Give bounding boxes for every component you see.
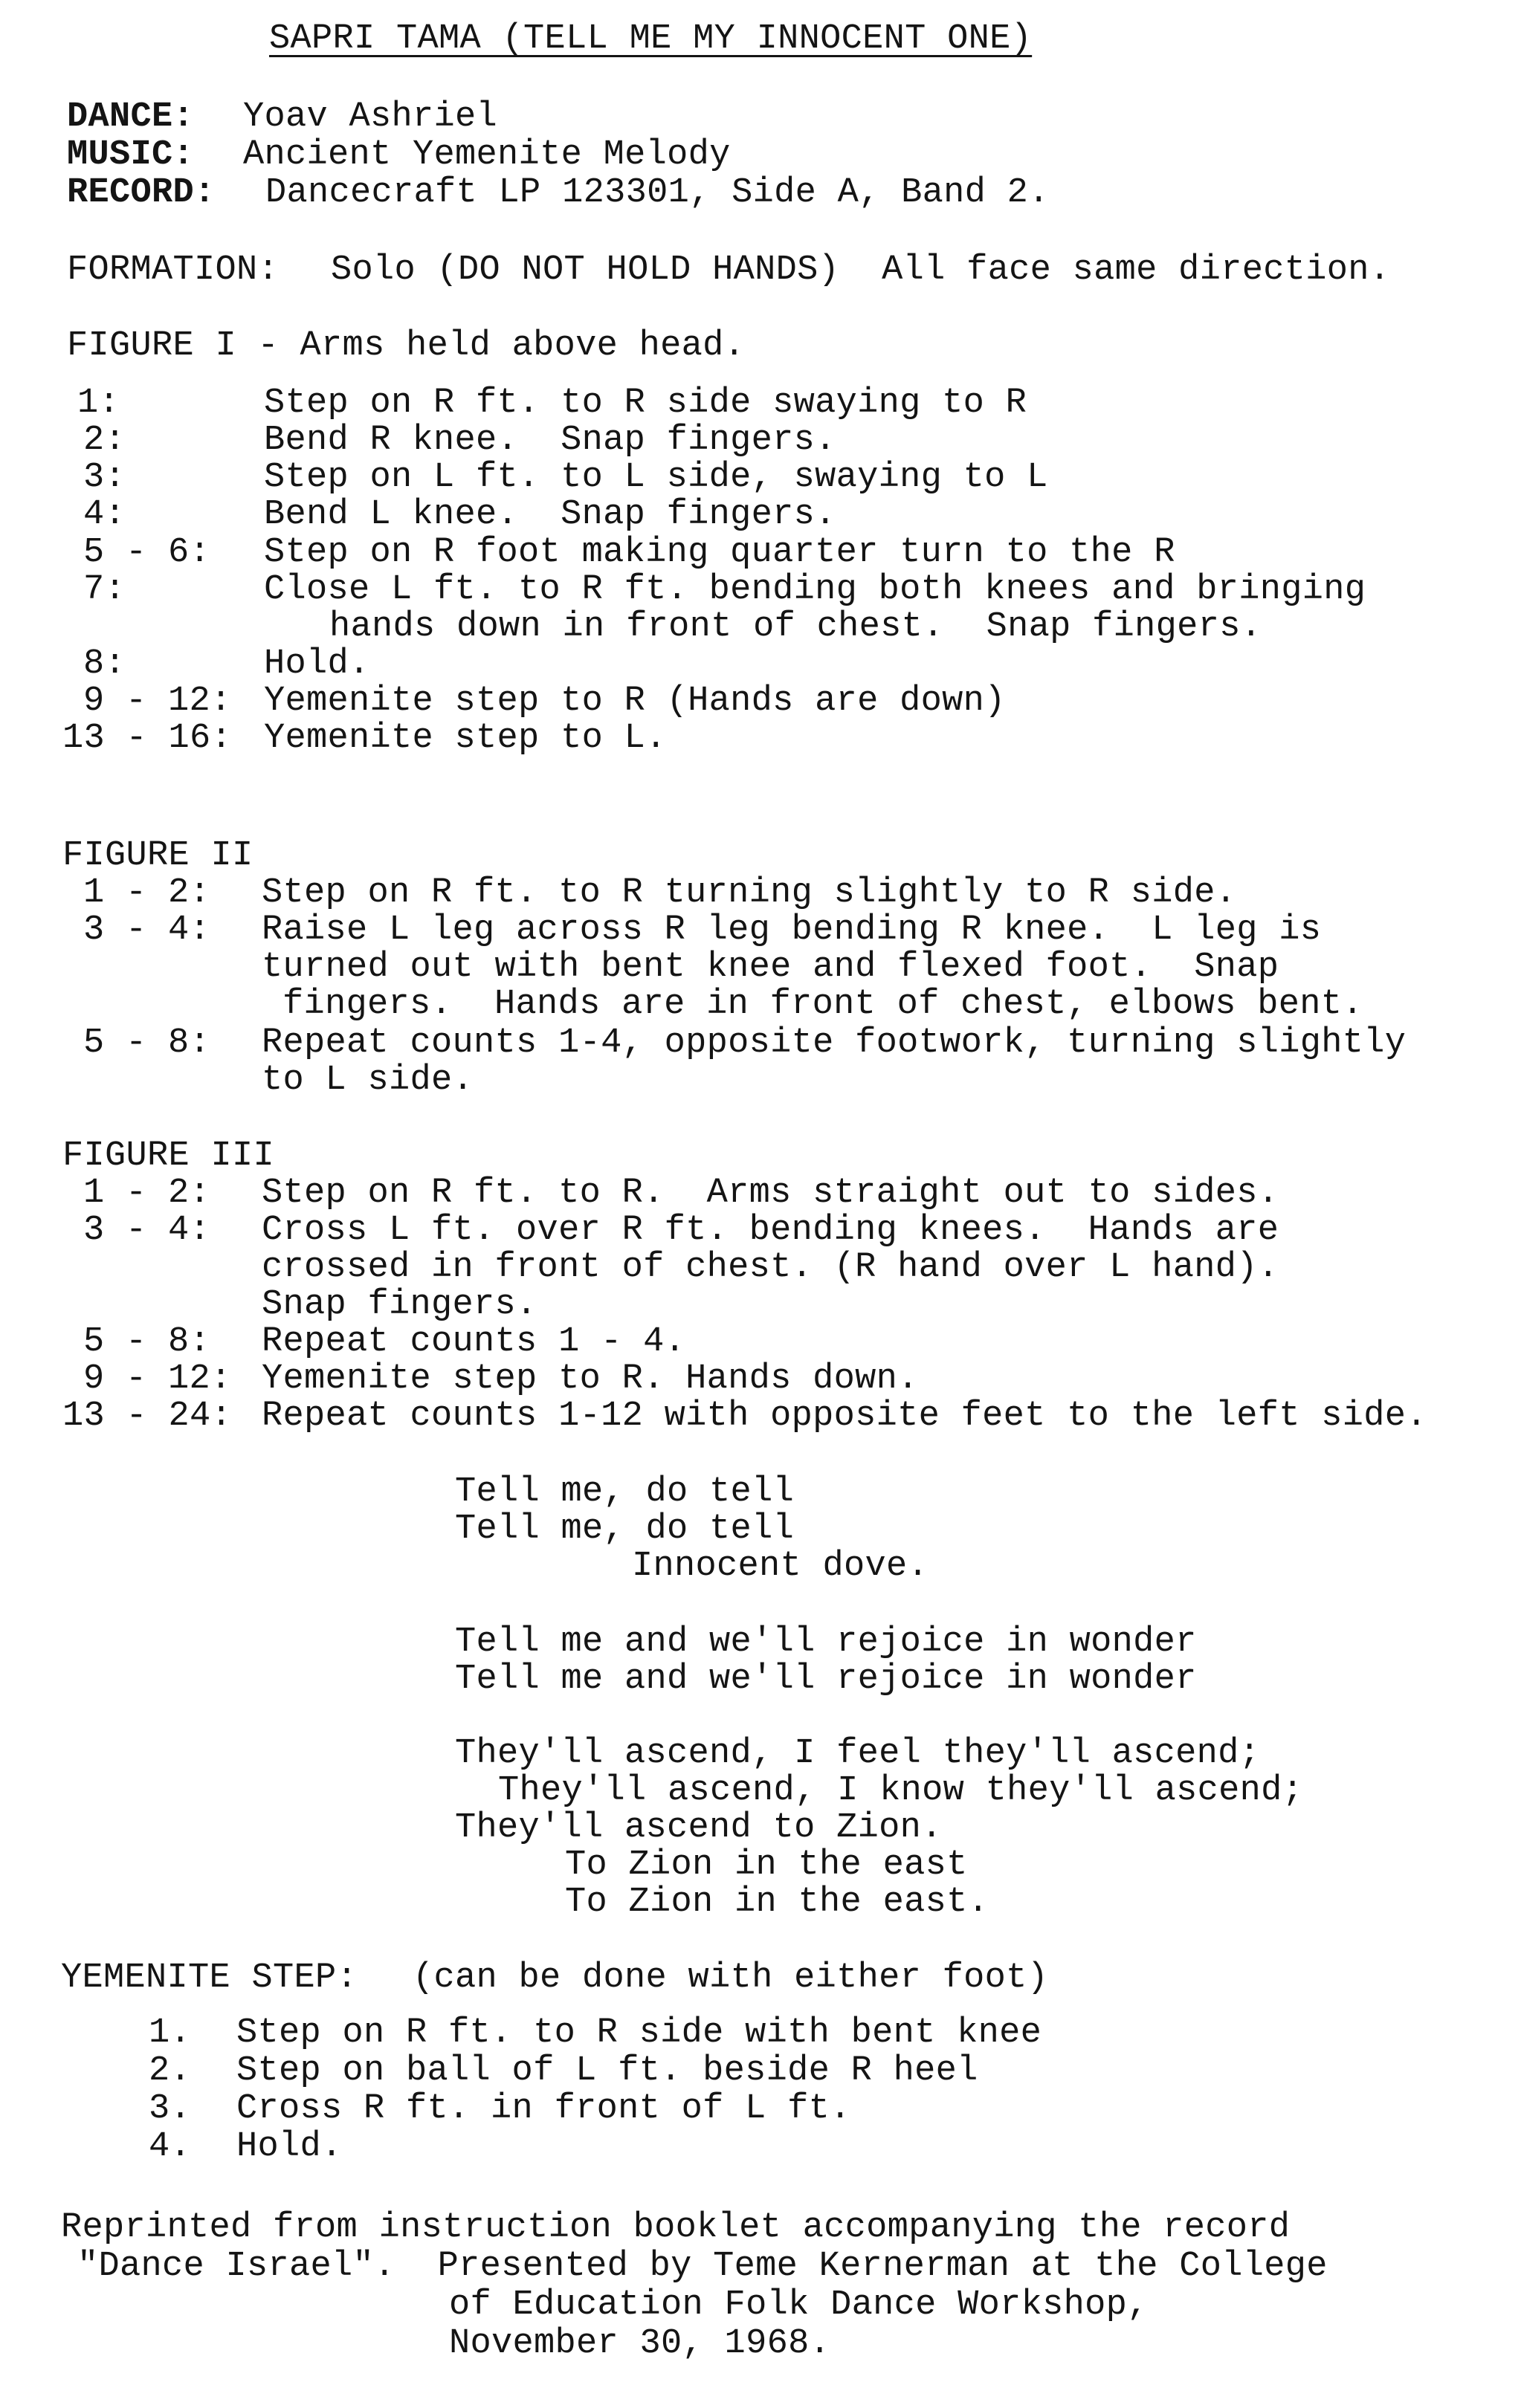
step-text: Repeat counts 1 - 4. bbox=[262, 1322, 686, 1362]
step-text: Step on L ft. to L side, swaying to L bbox=[264, 458, 1048, 497]
yemenite-step-text: Step on R ft. to R side with bent knee bbox=[236, 2013, 1042, 2053]
step-text: Repeat counts 1-4, opposite footwork, turning slightly bbox=[262, 1023, 1407, 1063]
credit-record-value: Dancecraft LP 123301, Side A, Band 2. bbox=[265, 173, 1050, 213]
figure-2-heading: FIGURE II bbox=[62, 836, 254, 876]
step-count: 5 - 8: bbox=[83, 1322, 211, 1362]
page-title: SAPRI TAMA (TELL ME MY INNOCENT ONE) bbox=[269, 19, 1033, 59]
lyric-line: They'll ascend, I know they'll ascend; bbox=[498, 1771, 1304, 1810]
step-text: to L side. bbox=[262, 1061, 474, 1100]
credit-record-label: RECORD: bbox=[67, 173, 216, 213]
step-count: 13 - 16: bbox=[62, 719, 233, 758]
formation-value: Solo (DO NOT HOLD HANDS) All face same direction. bbox=[331, 250, 1391, 290]
step-count: 1 - 2: bbox=[83, 1174, 211, 1213]
step-count: 4: bbox=[83, 495, 126, 534]
step-text: hands down in front of chest. Snap fingers. bbox=[329, 607, 1262, 647]
footer-line: Reprinted from instruction booklet accompanying the record bbox=[61, 2208, 1291, 2247]
step-text: Hold. bbox=[264, 644, 370, 684]
lyric-line: To Zion in the east bbox=[565, 1845, 968, 1885]
step-count: 3: bbox=[83, 458, 126, 497]
yemenite-step-text: Cross R ft. in front of L ft. bbox=[236, 2089, 851, 2129]
yemenite-step-text: Hold. bbox=[236, 2127, 343, 2166]
step-text: fingers. Hands are in front of chest, elbows bent. bbox=[282, 985, 1363, 1024]
step-count: 3 - 4: bbox=[83, 910, 211, 950]
step-count: 9 - 12: bbox=[83, 682, 232, 721]
step-text: Yemenite step to R (Hands are down) bbox=[264, 682, 1006, 721]
step-text: Cross L ft. over R ft. bending knees. Hands are bbox=[262, 1211, 1279, 1250]
lyric-line: Tell me, do tell bbox=[455, 1472, 795, 1512]
credit-dance-label: DANCE: bbox=[67, 97, 195, 137]
yemenite-step-num: 3. bbox=[149, 2089, 192, 2129]
step-text: Step on R foot making quarter turn to the R bbox=[264, 533, 1175, 572]
step-text: Close L ft. to R ft. bending both knees and bringing bbox=[264, 570, 1366, 609]
credit-music-label: MUSIC: bbox=[67, 135, 195, 175]
step-text: Repeat counts 1-12 with opposite feet to the left side. bbox=[262, 1396, 1427, 1436]
yemenite-step-heading: YEMENITE STEP: bbox=[61, 1958, 358, 1998]
formation-label: FORMATION: bbox=[67, 250, 280, 290]
step-text: Step on R ft. to R side swaying to R bbox=[264, 383, 1027, 423]
step-count: 1 - 2: bbox=[83, 873, 211, 913]
step-text: Bend L knee. Snap fingers. bbox=[264, 495, 836, 534]
step-count: 7: bbox=[83, 570, 126, 609]
step-count: 5 - 8: bbox=[83, 1023, 211, 1063]
step-count: 1: bbox=[77, 383, 120, 423]
lyric-line: Tell me, do tell bbox=[455, 1509, 795, 1549]
step-text: Snap fingers. bbox=[262, 1285, 537, 1324]
yemenite-step-note: (can be done with either foot) bbox=[413, 1958, 1049, 1998]
lyric-line: Tell me and we'll rejoice in wonder bbox=[455, 1660, 1197, 1699]
lyric-line: They'll ascend, I feel they'll ascend; bbox=[455, 1734, 1261, 1773]
lyric-line: They'll ascend to Zion. bbox=[455, 1808, 943, 1848]
lyric-line: Innocent dove. bbox=[632, 1547, 929, 1586]
yemenite-step-num: 1. bbox=[149, 2013, 192, 2053]
step-count: 9 - 12: bbox=[83, 1359, 232, 1399]
yemenite-step-text: Step on ball of L ft. beside R heel bbox=[236, 2051, 978, 2091]
footer-line: of Education Folk Dance Workshop, bbox=[449, 2285, 1149, 2325]
credit-dance-value: Yoav Ashriel bbox=[243, 97, 498, 137]
lyric-line: Tell me and we'll rejoice in wonder bbox=[455, 1622, 1197, 1662]
figure-1-heading: FIGURE I - Arms held above head. bbox=[67, 326, 746, 366]
step-text: Step on R ft. to R. Arms straight out to sides. bbox=[262, 1174, 1279, 1213]
step-text: Raise L leg across R leg bending R knee. L leg is bbox=[262, 910, 1322, 950]
yemenite-step-num: 2. bbox=[149, 2051, 192, 2091]
step-count: 3 - 4: bbox=[83, 1211, 211, 1250]
step-text: Step on R ft. to R turning slightly to R side. bbox=[262, 873, 1237, 913]
step-count: 8: bbox=[83, 644, 126, 684]
footer-line: November 30, 1968. bbox=[449, 2324, 831, 2363]
credit-music-value: Ancient Yemenite Melody bbox=[243, 135, 731, 175]
step-text: Bend R knee. Snap fingers. bbox=[264, 421, 836, 460]
yemenite-step-num: 4. bbox=[149, 2127, 192, 2166]
step-count: 2: bbox=[83, 421, 126, 460]
step-text: crossed in front of chest. (R hand over L hand). bbox=[262, 1248, 1279, 1287]
step-text: Yemenite step to L. bbox=[264, 719, 667, 758]
step-count: 5 - 6: bbox=[83, 533, 211, 572]
step-text: turned out with bent knee and flexed foot. Snap bbox=[262, 948, 1279, 987]
step-count: 13 - 24: bbox=[62, 1396, 233, 1436]
lyric-line: To Zion in the east. bbox=[565, 1883, 989, 1922]
step-text: Yemenite step to R. Hands down. bbox=[262, 1359, 919, 1399]
footer-line: "Dance Israel". Presented by Teme Kernerman at the College bbox=[77, 2247, 1328, 2286]
figure-3-heading: FIGURE III bbox=[62, 1136, 275, 1176]
